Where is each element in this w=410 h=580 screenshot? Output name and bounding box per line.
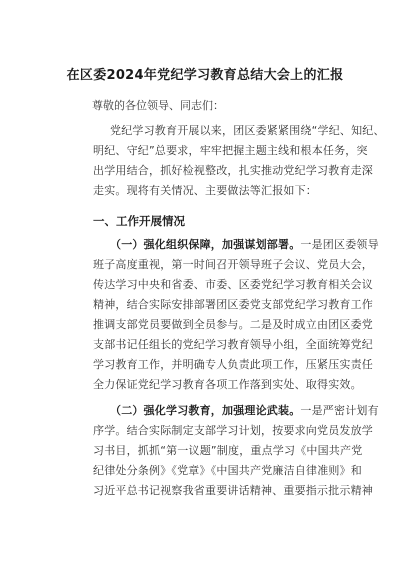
body-line: 支部书记任组长的党纪学习教育领导小组，全面统筹党纪	[93, 338, 373, 351]
intro-line: 明纪、守纪”总要求，牢牢把握主题主线和根本任务，突	[93, 144, 368, 157]
subsection-label: （二）强化学习教育，加强理论武装。	[110, 404, 301, 417]
subsection-label: （一）强化组织保障，加强谋划部署。	[110, 238, 301, 251]
body-line: 传达学习中央和省委、市委、区委党纪学习教育相关会议	[93, 278, 373, 291]
body-line: 习近平总书记视察我省重要讲话精神、重要指示批示精神	[93, 484, 373, 497]
body-line: 全力保证党纪学习教育各项工作落到实处、取得实效。	[93, 378, 362, 391]
subsection-text: 一是团区委领导	[300, 238, 379, 251]
salutation: 尊敬的各位领导、同志们：	[92, 99, 224, 112]
body-line: 学习教育工作，并明确专人负责此项工作，压紧压实责任	[93, 358, 373, 371]
section-heading: 一、工作开展情况	[93, 214, 185, 228]
subsection-text: 一是严密计划有	[300, 404, 379, 417]
body-line: 习书目，抓抓“第一议题”制度，重点学习《中国共产党	[93, 444, 363, 457]
intro-line: 出学用结合，抓好检视整改，扎实推动党纪学习教育走深	[93, 164, 373, 177]
intro-line: 党纪学习教育开展以来，团区委紧紧围绕“学纪、知纪、	[110, 124, 385, 137]
body-line: 序学。结合实际制定支部学习计划，按要求向党员发放学	[93, 424, 373, 437]
subsection-first-line	[110, 404, 379, 418]
document-title: 在区委2024年党纪学习教育总结大会上的汇报	[66, 68, 344, 83]
body-line: 班子高度重视，第一时间召开领导班子会议、党员大会，	[93, 258, 373, 271]
body-line: 推调支部党员要做到全员参与。二是及时成立由团区委党	[93, 318, 373, 331]
body-line: 纪律处分条例》《党章》《中国共产党廉洁自律准则》和	[93, 464, 362, 477]
body-line: 精神，结合实际安排部署团区委党支部党纪学习教育工作	[93, 298, 373, 311]
intro-line: 走实。现将有关情况、主要做法等汇报如下：	[93, 184, 317, 197]
subsection-first-line	[110, 238, 379, 252]
